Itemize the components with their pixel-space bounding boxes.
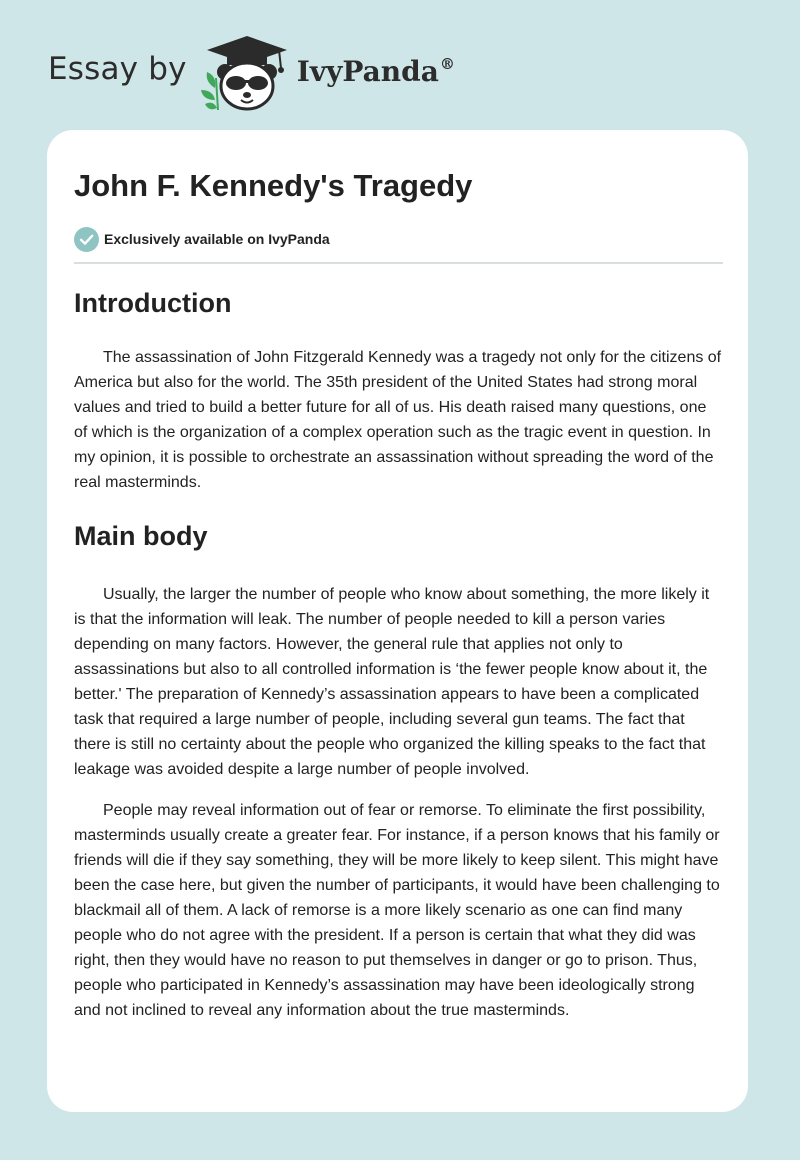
brand-prefix: Essay by	[48, 51, 187, 87]
section-heading-main-body: Main body	[74, 521, 208, 551]
exclusive-badge	[74, 226, 723, 252]
paragraph: People may reveal information out of fear or remorse. To eliminate the first possibility, masterminds usually create a greater fear. For instance, if a person knows that his family or friends will die if they say something, they will be more likely to keep silent. This might have been the case here, but given the number of participants, it would have been challenging to blackmail all of them. A lack of remorse is a more likely scenario as one can find many people who do not agree with the president. If a person is certain that what they did was right, then they would have no reason to put themselves in danger or go to prison. Thus, people who participated in Kennedy’s assassination may have been ideologically strong and not inclined to reveal any information about the true masterminds.	[74, 802, 720, 1019]
title-divider	[74, 262, 723, 264]
section-heading-introduction: Introduction	[74, 288, 232, 318]
brand-header	[48, 34, 455, 112]
check-circle-icon	[74, 227, 99, 252]
badge-text: Exclusively available on IvyPanda	[104, 231, 330, 247]
panda-logo-icon	[201, 34, 293, 112]
registered-mark: ®	[439, 54, 455, 73]
brand-name	[297, 55, 455, 88]
essay-title: John F. Kennedy's Tragedy	[74, 168, 473, 203]
brand-name-text: IvyPanda	[296, 54, 439, 88]
paragraph: The assassination of John Fitzgerald Kennedy was a tragedy not only for the citizens of America but also for the world. The 35th president of the United States had strong moral values and tried to build a better future for all of us. His death raised many questions, one of which is the organization of a complex operation such as the tragic event in question. In my opinion, it is possible to orchestrate an assassination without spreading the word of the real masterminds.	[74, 349, 722, 491]
essay-card	[47, 130, 748, 1112]
paragraph: Usually, the larger the number of people who know about something, the more likely it is that the information will leak. The number of people needed to kill a person varies depending on many factors. However, the general rule that applies not only to assassinations but also to all controlled information is ‘the fewer people know about it, the better.' The preparation of Kennedy’s assassination appears to have been a complicated task that required a large number of people, including several gun teams. The fact that there is still no certainty about the people who organized the killing speaks to the fact that leakage was avoided despite a large number of people involved.	[74, 586, 710, 778]
essay-content	[74, 160, 723, 1023]
